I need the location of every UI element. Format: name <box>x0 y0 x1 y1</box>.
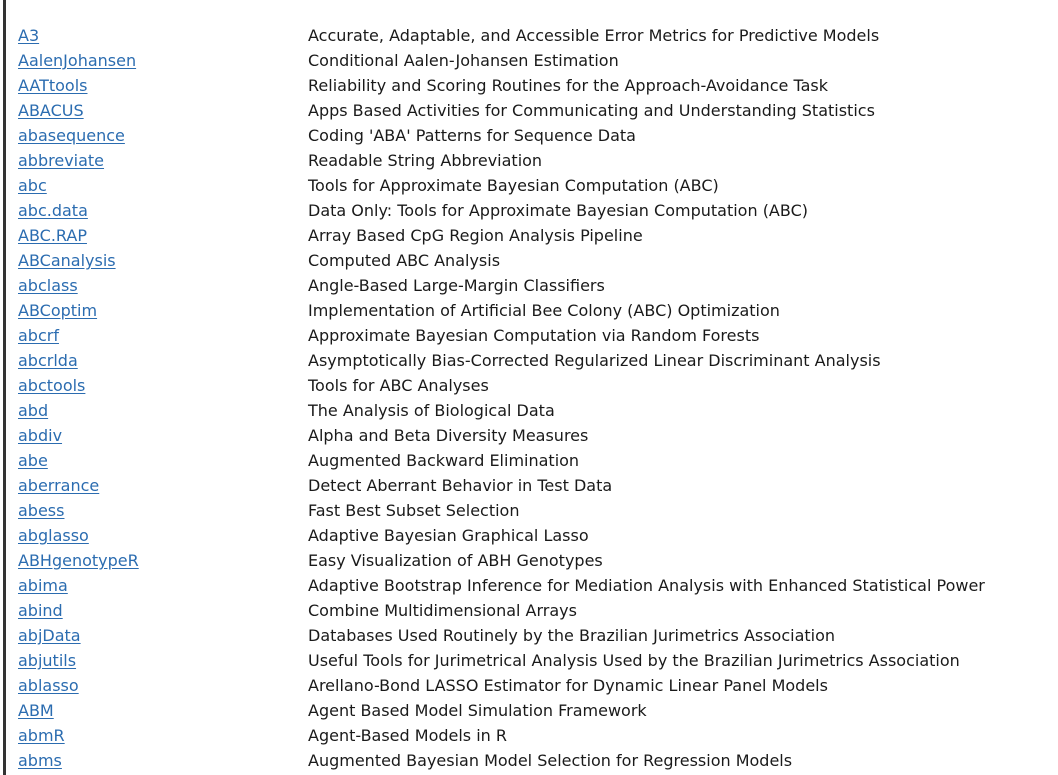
package-row <box>18 223 1038 248</box>
package-name-cell <box>18 473 308 498</box>
package-link[interactable]: abglasso <box>18 526 89 545</box>
package-link[interactable]: abclass <box>18 276 78 295</box>
package-name-cell <box>18 423 308 448</box>
package-link[interactable]: ABHgenotypeR <box>18 551 139 570</box>
package-row <box>18 698 1038 723</box>
package-name-cell <box>18 448 308 473</box>
package-row <box>18 598 1038 623</box>
package-title: Array Based CpG Region Analysis Pipeline <box>308 226 643 245</box>
package-row <box>18 623 1038 648</box>
package-link[interactable]: abmR <box>18 726 65 745</box>
package-row <box>18 298 1038 323</box>
package-title: Databases Used Routinely by the Brazilian Jurimetrics Association <box>308 626 836 645</box>
package-name-cell <box>18 698 308 723</box>
package-row <box>18 573 1038 598</box>
package-list <box>18 23 1038 773</box>
package-row <box>18 348 1038 373</box>
package-title: Angle-Based Large-Margin Classifiers <box>308 276 605 295</box>
package-name-cell <box>18 598 308 623</box>
package-link[interactable]: abcrf <box>18 326 59 345</box>
package-name-cell <box>18 623 308 648</box>
package-title: Combine Multidimensional Arrays <box>308 601 577 620</box>
package-row <box>18 423 1038 448</box>
package-row <box>18 98 1038 123</box>
package-name-cell <box>18 223 308 248</box>
package-row <box>18 73 1038 98</box>
package-title: Data Only: Tools for Approximate Bayesian Computation (ABC) <box>308 201 808 220</box>
package-row <box>18 548 1038 573</box>
package-name-cell <box>18 48 308 73</box>
package-title: Adaptive Bayesian Graphical Lasso <box>308 526 589 545</box>
package-row <box>18 498 1038 523</box>
package-link[interactable]: abjData <box>18 626 81 645</box>
package-title: Adaptive Bootstrap Inference for Mediation Analysis with Enhanced Statistical Power <box>308 576 985 595</box>
package-name-cell <box>18 748 308 773</box>
package-title: Readable String Abbreviation <box>308 151 543 170</box>
package-row <box>18 473 1038 498</box>
package-title: Easy Visualization of ABH Genotypes <box>308 551 603 570</box>
package-link[interactable]: abasequence <box>18 126 125 145</box>
package-name-cell <box>18 498 308 523</box>
package-link[interactable]: AATtools <box>18 76 88 95</box>
package-title: Computed ABC Analysis <box>308 251 501 270</box>
package-name-cell <box>18 98 308 123</box>
package-name-cell <box>18 373 308 398</box>
package-row <box>18 48 1038 73</box>
package-name-cell <box>18 198 308 223</box>
package-link[interactable]: ABCanalysis <box>18 251 116 270</box>
package-title: The Analysis of Biological Data <box>308 401 555 420</box>
package-name-cell <box>18 723 308 748</box>
package-title: Detect Aberrant Behavior in Test Data <box>308 476 613 495</box>
package-row <box>18 198 1038 223</box>
package-name-cell <box>18 548 308 573</box>
package-title: Reliability and Scoring Routines for the Approach-Avoidance Task <box>308 76 828 95</box>
package-link[interactable]: abima <box>18 576 68 595</box>
package-link[interactable]: ablasso <box>18 676 79 695</box>
package-title: Fast Best Subset Selection <box>308 501 520 520</box>
package-title: Apps Based Activities for Communicating and Understanding Statistics <box>308 101 875 120</box>
package-link[interactable]: abcrlda <box>18 351 78 370</box>
package-name-cell <box>18 573 308 598</box>
package-name-cell <box>18 348 308 373</box>
package-name-cell <box>18 523 308 548</box>
package-link[interactable]: abd <box>18 401 49 420</box>
package-name-cell <box>18 23 308 48</box>
package-row <box>18 648 1038 673</box>
package-link[interactable]: abms <box>18 751 62 770</box>
package-title: Alpha and Beta Diversity Measures <box>308 426 589 445</box>
package-name-cell <box>18 273 308 298</box>
package-link[interactable]: ABM <box>18 701 54 720</box>
package-name-cell <box>18 673 308 698</box>
package-row <box>18 148 1038 173</box>
package-name-cell <box>18 323 308 348</box>
package-title: Useful Tools for Jurimetrical Analysis Used by the Brazilian Jurimetrics Association <box>308 651 960 670</box>
package-title: Coding 'ABA' Patterns for Sequence Data <box>308 126 636 145</box>
package-title: Agent-Based Models in R <box>308 726 508 745</box>
package-title: Agent Based Model Simulation Framework <box>308 701 647 720</box>
package-name-cell <box>18 298 308 323</box>
package-row <box>18 323 1038 348</box>
package-row <box>18 673 1038 698</box>
package-link[interactable]: abess <box>18 501 65 520</box>
package-link[interactable]: abjutils <box>18 651 77 670</box>
package-title: Augmented Bayesian Model Selection for Regression Models <box>308 751 793 770</box>
package-title: Approximate Bayesian Computation via Random Forests <box>308 326 760 345</box>
package-row <box>18 448 1038 473</box>
package-name-cell <box>18 648 308 673</box>
package-row <box>18 123 1038 148</box>
package-name-cell <box>18 173 308 198</box>
package-title: Tools for ABC Analyses <box>308 376 489 395</box>
package-link[interactable]: aberrance <box>18 476 100 495</box>
package-link[interactable]: abc.data <box>18 201 88 220</box>
package-link[interactable]: abctools <box>18 376 86 395</box>
package-link[interactable]: A3 <box>18 26 40 45</box>
package-title: Implementation of Artificial Bee Colony (ABC) Optimization <box>308 301 780 320</box>
package-link[interactable]: abbreviate <box>18 151 105 170</box>
package-link[interactable]: abind <box>18 601 63 620</box>
package-link[interactable]: abe <box>18 451 48 470</box>
package-title: Augmented Backward Elimination <box>308 451 580 470</box>
package-row <box>18 723 1038 748</box>
package-row <box>18 523 1038 548</box>
package-link[interactable]: ABCoptim <box>18 301 98 320</box>
package-row <box>18 373 1038 398</box>
package-name-cell <box>18 73 308 98</box>
package-title: Tools for Approximate Bayesian Computation (ABC) <box>308 176 719 195</box>
package-row <box>18 398 1038 423</box>
package-row <box>18 273 1038 298</box>
package-name-cell <box>18 398 308 423</box>
package-title: Arellano-Bond LASSO Estimator for Dynamic Linear Panel Models <box>308 676 828 695</box>
package-link[interactable]: ABC.RAP <box>18 226 87 245</box>
package-link[interactable]: abdiv <box>18 426 63 445</box>
package-title: Asymptotically Bias-Corrected Regularized Linear Discriminant Analysis <box>308 351 881 370</box>
package-row <box>18 248 1038 273</box>
package-row <box>18 748 1038 773</box>
package-link[interactable]: ABACUS <box>18 101 84 120</box>
package-title: Accurate, Adaptable, and Accessible Error Metrics for Predictive Models <box>308 26 880 45</box>
package-row <box>18 173 1038 198</box>
package-name-cell <box>18 123 308 148</box>
package-row <box>18 23 1038 48</box>
package-link[interactable]: AalenJohansen <box>18 51 137 70</box>
package-title: Conditional Aalen-Johansen Estimation <box>308 51 619 70</box>
package-link[interactable]: abc <box>18 176 47 195</box>
package-name-cell <box>18 248 308 273</box>
page-left-border <box>3 0 6 775</box>
package-name-cell <box>18 148 308 173</box>
